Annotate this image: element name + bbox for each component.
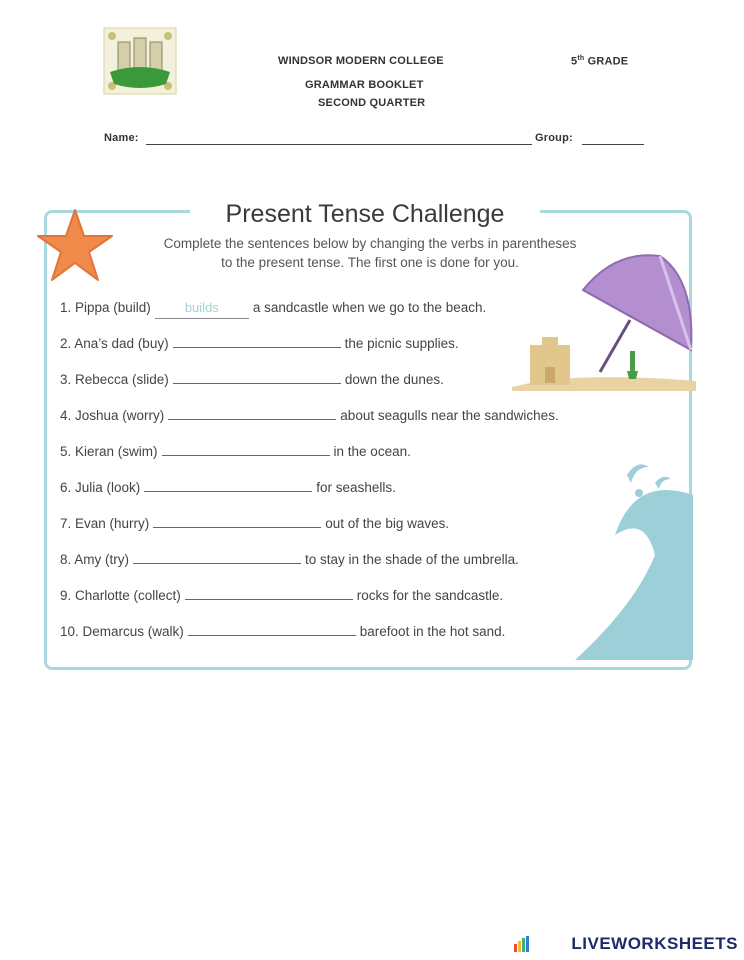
item-10-answer[interactable] bbox=[188, 623, 356, 636]
worksheet-title: Present Tense Challenge bbox=[190, 196, 540, 232]
item-7-answer[interactable] bbox=[153, 515, 321, 528]
grade-label bbox=[571, 55, 628, 68]
item-10-prefix: 10. Demarcus (walk) bbox=[60, 624, 184, 639]
item-7-prefix: 7. Evan (hurry) bbox=[60, 516, 150, 531]
instructions bbox=[100, 234, 640, 272]
item-10-suffix: barefoot in the hot sand. bbox=[359, 624, 506, 639]
group-field[interactable] bbox=[582, 144, 644, 145]
item-3 bbox=[60, 370, 444, 390]
item-7-suffix: out of the big waves. bbox=[325, 516, 450, 531]
name-label: Name: bbox=[104, 132, 139, 144]
item-5-answer[interactable] bbox=[162, 443, 330, 456]
liveworksheets-logo-icon bbox=[514, 936, 530, 952]
school-logo-icon bbox=[102, 26, 178, 96]
booklet-title: GRAMMAR BOOKLET bbox=[305, 79, 424, 91]
school-name: WINDSOR MODERN COLLEGE bbox=[278, 55, 444, 67]
item-1-suffix: a sandcastle when we go to the beach. bbox=[252, 300, 487, 315]
item-3-suffix: down the dunes. bbox=[344, 372, 444, 387]
item-2-suffix: the picnic supplies. bbox=[344, 336, 459, 351]
item-6-prefix: 6. Julia (look) bbox=[60, 480, 141, 495]
item-7 bbox=[60, 514, 449, 534]
item-1-prefix: 1. Pippa (build) bbox=[60, 300, 151, 315]
item-6-suffix: for seashells. bbox=[316, 480, 396, 495]
item-3-answer[interactable] bbox=[173, 371, 341, 384]
footer-brand[interactable]: LIVEWORKSHEETS bbox=[571, 934, 738, 953]
grade-word: GRADE bbox=[587, 55, 629, 68]
item-9-suffix: rocks for the sandcastle. bbox=[356, 588, 504, 603]
item-10 bbox=[60, 622, 505, 642]
item-4-suffix: about seagulls near the sandwiches. bbox=[340, 408, 559, 423]
quarter-label: SECOND QUARTER bbox=[318, 97, 426, 109]
item-3-prefix: 3. Rebecca (slide) bbox=[60, 372, 169, 387]
item-2-answer[interactable] bbox=[173, 335, 341, 348]
item-4 bbox=[60, 406, 559, 426]
grade-superscript: th bbox=[577, 55, 585, 62]
item-8-answer[interactable] bbox=[133, 551, 301, 564]
instruction-line-2: to the present tense. The first one is done for you. bbox=[221, 255, 519, 270]
item-8-prefix: 8. Amy (try) bbox=[60, 552, 130, 567]
item-2 bbox=[60, 334, 459, 354]
item-4-prefix: 4. Joshua (worry) bbox=[60, 408, 165, 423]
item-1-answer[interactable]: builds bbox=[155, 298, 249, 319]
item-9-answer[interactable] bbox=[185, 587, 353, 600]
wave-icon bbox=[575, 455, 693, 670]
item-8-suffix: to stay in the shade of the umbrella. bbox=[305, 552, 519, 567]
item-5-prefix: 5. Kieran (swim) bbox=[60, 444, 158, 459]
name-field[interactable] bbox=[146, 144, 532, 145]
item-9 bbox=[60, 586, 503, 606]
item-6-answer[interactable] bbox=[144, 479, 312, 492]
item-1 bbox=[60, 298, 486, 318]
item-2-prefix: 2. Ana’s dad (buy) bbox=[60, 336, 169, 351]
item-5 bbox=[60, 442, 411, 462]
item-4-answer[interactable] bbox=[168, 407, 336, 420]
item-5-suffix: in the ocean. bbox=[333, 444, 411, 459]
group-label: Group: bbox=[535, 132, 573, 144]
item-8 bbox=[60, 550, 519, 570]
item-9-prefix: 9. Charlotte (collect) bbox=[60, 588, 181, 603]
grade-number: 5 bbox=[571, 55, 578, 68]
item-6 bbox=[60, 478, 396, 498]
instruction-line-1: Complete the sentences below by changing the verbs in parentheses bbox=[163, 236, 577, 251]
sandcastle-icon bbox=[512, 335, 696, 391]
